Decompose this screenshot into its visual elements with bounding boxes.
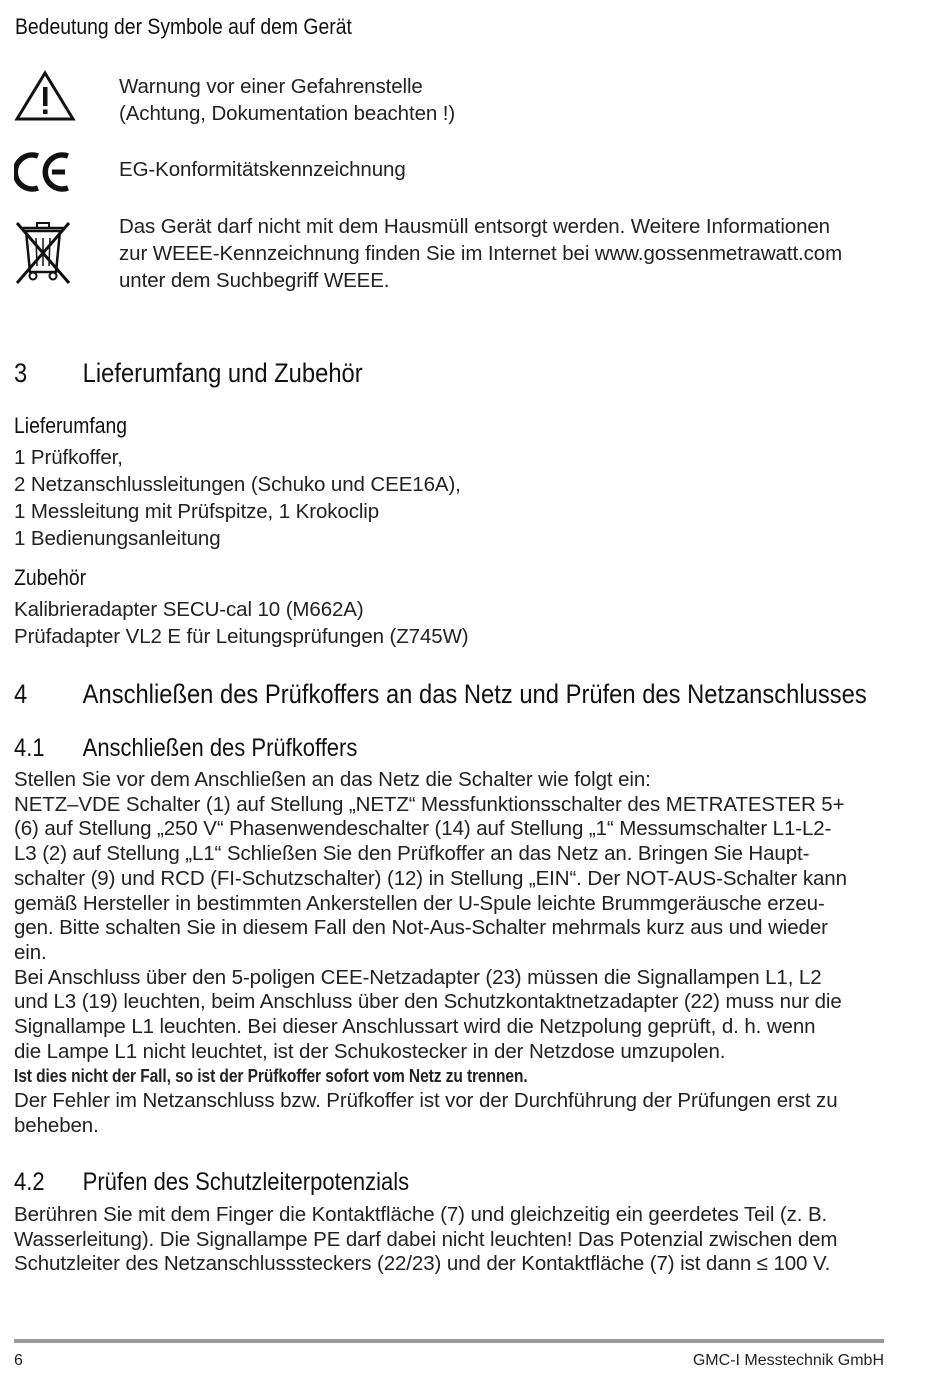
list-item: 1 Prüfkoffer, <box>14 446 123 469</box>
weee-crossed-bin-icon <box>14 220 72 291</box>
section-4-2-title: Prüfen des Schutzleiterpotenzials <box>82 1168 410 1196</box>
accessories-list <box>14 596 469 650</box>
section-4-heading <box>14 679 867 710</box>
section-4-2-number: 4.2 <box>14 1168 45 1196</box>
section-4-1-body: Stellen Sie vor dem Anschließen an das Netz die Schalter wie folgt ein: NETZ–VDE Schalter (1) auf Stellung „NETZ“ Messfunktionsschalter des METRATESTER 5+ (6) auf Stellung „250 V“ Phasenwendeschalter (14) auf Stellung „1“ Messumschalter L1-L2- L3 (2) auf Stellung „L1“ Schließen Sie den Prüfkoffer an das Netz an. Bringen Sie Haupt- schalter (9) und RCD (FI-Schutzschalter) (12) in Stellung „EIN“. Der NOT-AUS-Schalter kann gemäß Hersteller in bestimmten Ankerstellen der U-Spule leichte Brummgeräusche erzeu- gen. Bitte schalten Sie in diesem Fall den Not-Aus-Schalter mehrmals kurz aus und wieder ein. Bei Anschluss über den 5-poligen CEE-Netzadapter (23) müssen die Signallampen L1, L2 und L3 (19) leuchten, beim Anschluss über den Schutzkontaktnetzadapter (22) muss nur die Signallampe L1 leuchten. Bei dieser Anschlussart wird die Netzpolung geprüft, d. h. wenn die Lampe L1 nicht leuchtet, ist der Schukostecker in der Netzdose umzupolen. Ist dies nicht der Fall, so ist der Prüfkoffer sofort vom Netz zu trennen. Der Fehler im Netzanschluss bzw. Prüfkoffer ist vor der Durchführung der Prüfungen erst zu beheben. <box>14 768 847 1137</box>
scope-heading: Lieferumfang <box>14 413 128 438</box>
list-item: 1 Bedienungsanleitung <box>14 527 221 550</box>
section-4-1-number: 4.1 <box>14 734 45 762</box>
symbol-weee-text: Das Gerät darf nicht mit dem Hausmüll entsorgt werden. Weitere Informationen zur WEEE-Kennzeichnung finden Sie im Internet bei www.gossenmetrawatt.com unter dem Suchbegriff WEEE. <box>119 215 843 292</box>
list-item: Kalibrieradapter SECU-cal 10 (M662A) <box>14 598 364 621</box>
footer-divider <box>14 1339 884 1343</box>
symbol-warning-text: Warnung vor einer Gefahrenstelle (Achtung, Dokumentation beachten !) <box>119 75 456 125</box>
list-item: 2 Netzanschlussleitungen (Schuko und CEE16A), <box>14 473 461 496</box>
accessories-heading: Zubehör <box>14 565 87 590</box>
section-4-1-title: Anschließen des Prüfkoffers <box>82 734 358 762</box>
warning-note: Ist dies nicht der Fall, so ist der Prüfkoffer sofort vom Netz zu trennen. <box>14 1065 528 1087</box>
footer-company: GMC-I Messtechnik GmbH <box>692 1352 884 1369</box>
section-3-title: Lieferumfang und Zubehör <box>82 358 363 388</box>
section-4-1-heading <box>14 734 357 763</box>
list-item: Prüfadapter VL2 E für Leitungsprüfungen (Z745W) <box>14 625 469 648</box>
section-4-number: 4 <box>14 679 28 709</box>
section-4-2-body: Berühren Sie mit dem Finger die Kontaktfläche (7) und gleichzeitig ein geerdetes Teil (z. B. Wasserleitung). Die Signallampe PE darf dabei nicht leuchten! Das Potenzial zwischen dem Schutzleiter des Netzanschlusssteckers (22/23) und der Kontaktfläche (7) ist dann ≤ 100 V. <box>14 1203 838 1276</box>
section-4-2-heading <box>14 1168 409 1197</box>
section-4-title: Anschließen des Prüfkoffers an das Netz und Prüfen des Netzanschlusses <box>82 679 867 709</box>
symbol-ce-text: EG-Konformitätskennzeichnung <box>119 158 406 181</box>
ce-mark-icon <box>14 150 74 199</box>
scope-list <box>14 444 461 552</box>
section-3-number: 3 <box>14 358 28 388</box>
list-item: 1 Messleitung mit Prüfspitze, 1 Krokoclip <box>14 500 380 523</box>
section-3-heading <box>14 358 363 389</box>
page-number: 6 <box>14 1352 23 1369</box>
warning-triangle-icon <box>14 70 76 127</box>
symbols-heading: Bedeutung der Symbole auf dem Gerät <box>15 14 352 39</box>
